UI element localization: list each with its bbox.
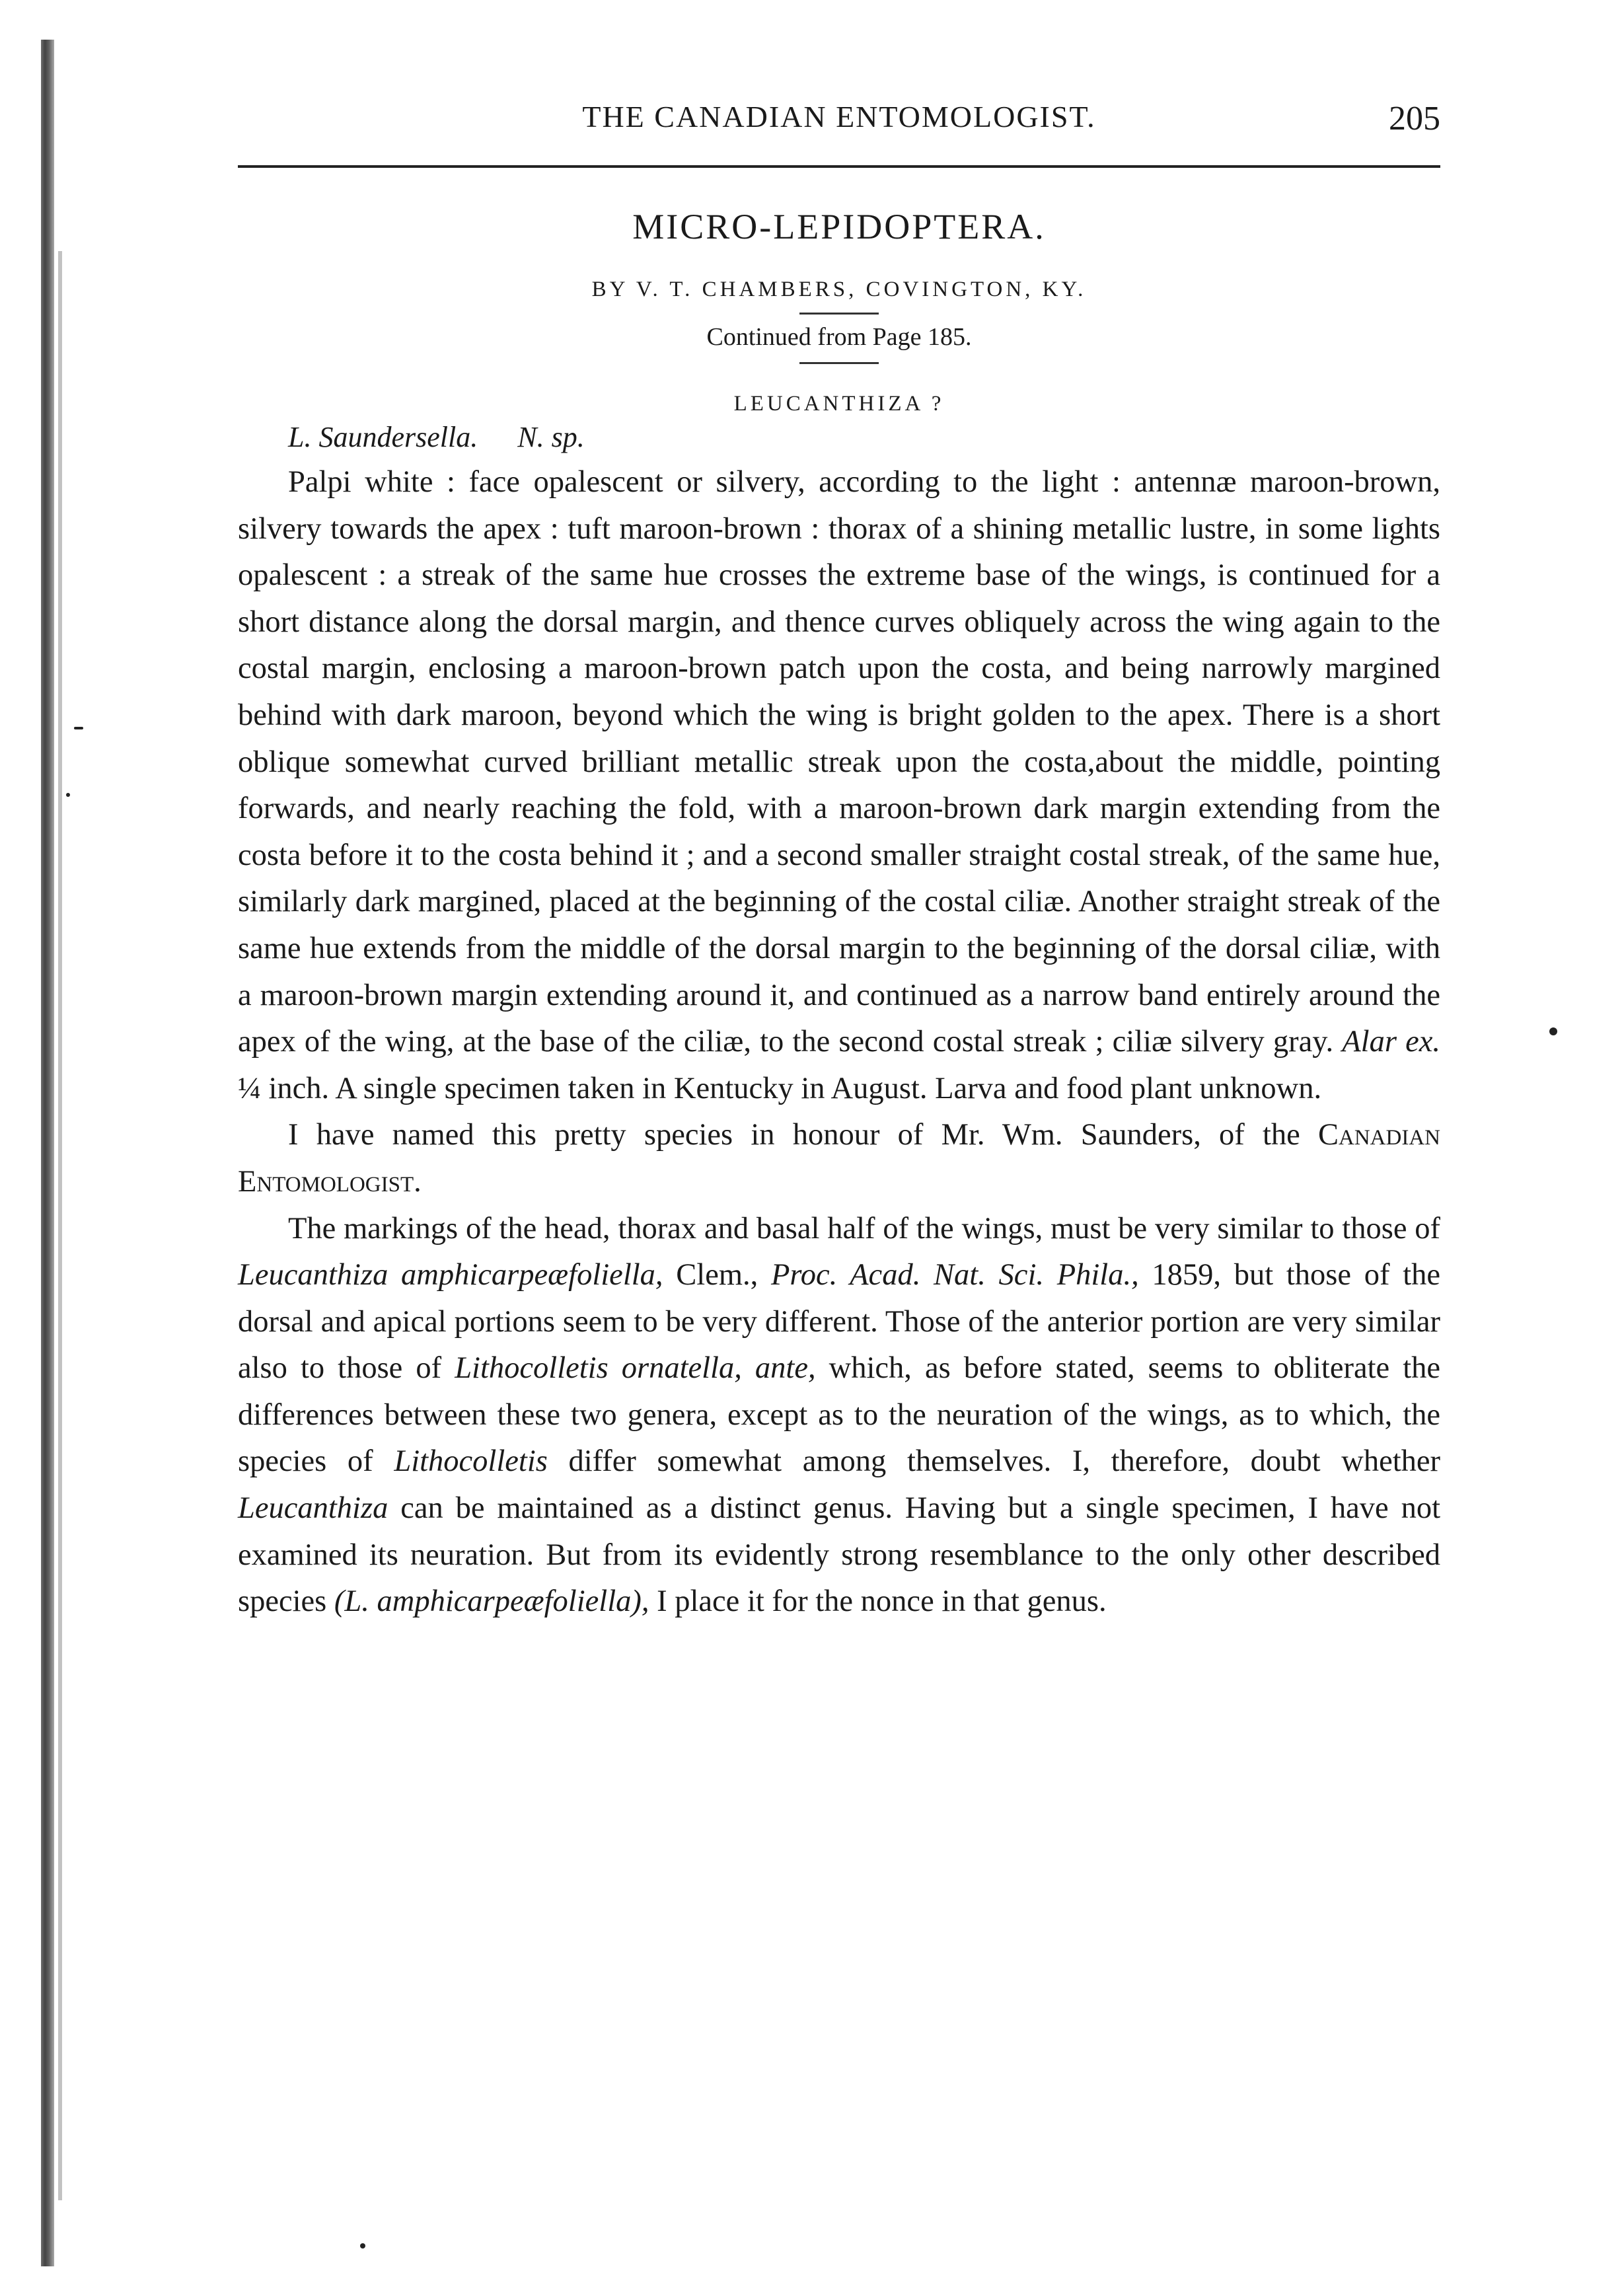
paragraph (238, 1206, 1440, 1625)
paragraph-text: 1859, but those of the dorsal and apical portions seem to be very different. Those of the anterior portion are very similar also to those of (238, 1258, 1441, 1386)
paragraph-text: I place it for the nonce in that genus. (657, 1584, 1107, 1619)
divider-rule (799, 362, 879, 364)
italic-text: Proc. Acad. Nat. Sci. Phila., (770, 1258, 1139, 1292)
paragraph-text: can be maintained as a distinct genus. Having but a single specimen, I have not examined its neuration. But from its evidently strong resemblance to the only other described species (238, 1491, 1440, 1619)
scan-speck (1549, 1027, 1557, 1035)
paragraph-text: I have named this pretty species in honour of Mr. Wm. Saunders, of the (288, 1118, 1300, 1152)
italic-text: Leucanthiza (238, 1491, 388, 1526)
species-status: N. sp. (517, 421, 585, 453)
continued-note: Continued from Page 185. (706, 323, 972, 351)
italic-text: Alar ex. (1342, 1025, 1440, 1059)
italic-text: Lithocolletis ornatella, ante, (455, 1351, 816, 1386)
journal-name: Canadian Entomologist. (238, 1118, 1440, 1199)
page-number: 205 (1389, 100, 1440, 137)
italic-text: (L. amphicarpeæfoliella), (334, 1584, 649, 1619)
paragraph (238, 1112, 1440, 1205)
header-rule (238, 165, 1440, 168)
paragraph (238, 459, 1440, 1112)
paragraph-text: Clem., (676, 1258, 758, 1292)
scan-speck (360, 2243, 365, 2249)
species-name: L. Saundersella. (288, 421, 478, 453)
paragraph-text: ¼ inch. A single specimen taken in Kentucky in August. Larva and food plant unknown. (238, 1071, 1322, 1105)
binding-edge-shadow-inner (58, 251, 62, 2200)
binding-edge-shadow (41, 40, 54, 2266)
paragraph-text: differ somewhat among themselves. I, therefore, doubt whether (568, 1444, 1441, 1479)
document-page (238, 99, 1440, 1625)
genus-heading: LEUCANTHIZA ? (733, 392, 945, 416)
paragraph-text: Palpi white : face opalescent or silvery, according to the light : antennæ maroon-brown, silvery towards the apex : tuft maroon-brown : thorax of a shining metallic lustre, in some lights opalescent : a streak of the same hue crosses the extreme base of the wings, is continued for a short distance along the dorsal margin, and thence curves obliquely across the wing again to the costal margin, enclosing a maroon-brown patch upon the costa, and being narrowly margined behind with dark maroon, beyond which the wing is bright golden to the apex. There is a short oblique somewhat curved brilliant metallic streak upon the costa,about the middle, pointing forwards, and nearly reaching the fold, with a maroon-brown dark margin extending from the costa before it to the costa behind it ; and a second smaller straight costal streak, of the same hue, similarly dark margined, placed at the beginning of the costal ciliæ. Another straight streak of the same hue extends from the middle of the dorsal margin to the beginning of the dorsal ciliæ, with a maroon-brown margin extending around it, and continued as a narrow band entirely around the apex of the wing, at the base of the ciliæ, to the second costal streak ; ciliæ silvery gray. (238, 465, 1440, 1059)
running-head (238, 99, 1440, 152)
scan-speck (66, 793, 70, 797)
article-title: MICRO-LEPIDOPTERA. (632, 207, 1046, 246)
byline: BY V. T. CHAMBERS, COVINGTON, KY. (591, 278, 1087, 301)
paragraph-text: which, as before stated, seems to obliterate the differences between these two genera, except as to the neuration of the wings, as to which, the species of (238, 1351, 1441, 1479)
species-heading (238, 420, 1440, 454)
scan-speck (74, 727, 83, 729)
divider-rule (799, 313, 879, 315)
running-title: THE CANADIAN ENTOMOLOGIST. (582, 100, 1096, 133)
italic-text: Lithocolletis (394, 1444, 548, 1479)
italic-text: Leucanthiza amphicarpeæfoliella, (238, 1258, 663, 1292)
paragraph-text: The markings of the head, thorax and basal half of the wings, must be very similar to those of (288, 1211, 1440, 1246)
